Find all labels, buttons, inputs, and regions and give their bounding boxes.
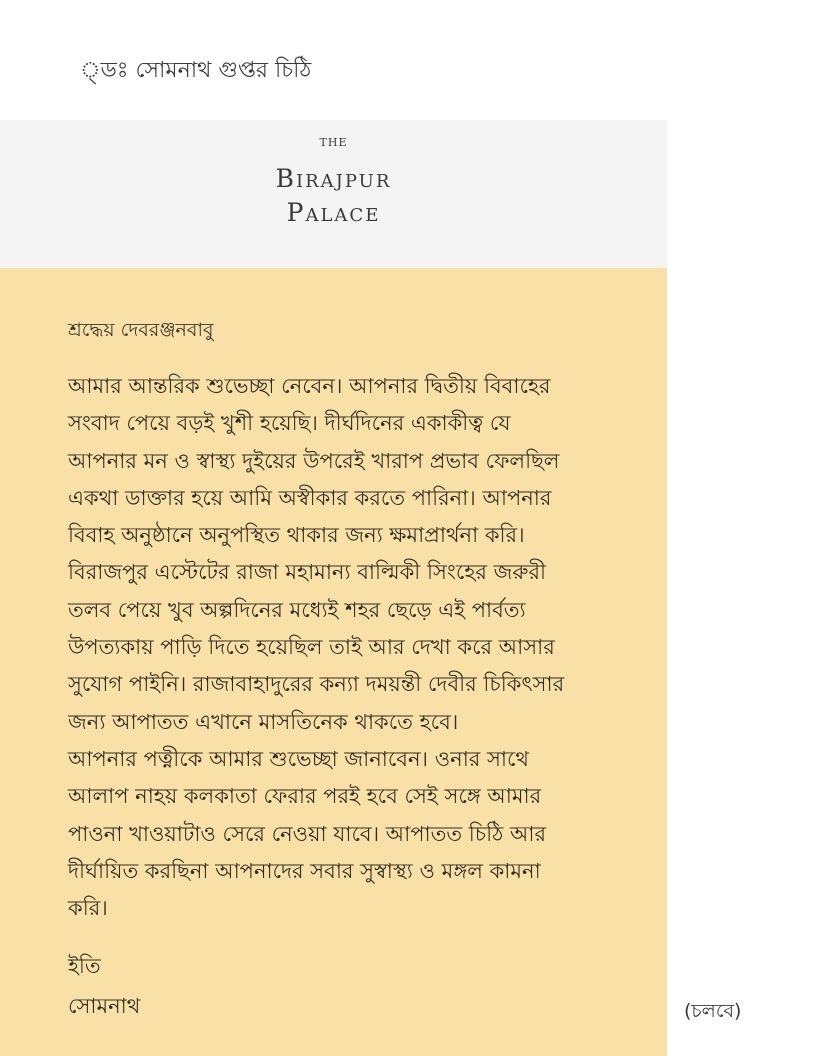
letter-line: আমার আন্তরিক শুভেচ্ছা নেবেন। আপনার দ্বিতীয় বিবাহের: [68, 374, 551, 398]
continued-note: (চলবে): [684, 1000, 742, 1022]
letter-body: [0, 268, 667, 1056]
letter-line: তলব পেয়ে খুব অল্পদিনের মধ্যেই শহর ছেড়ে এই পার্বত্য: [68, 597, 526, 622]
letter-closing: ইতি: [68, 954, 101, 978]
letter-line: বিরাজপুর এস্টেটের রাজা মহামান্য বাল্মিকী সিংহের জরুরী: [68, 560, 547, 585]
letter-signature: সোমনাথ: [68, 994, 141, 1018]
letterhead-name-line-1: Birajpur: [275, 164, 392, 193]
letter-line: আপনার পত্নীকে আমার শুভেচ্ছা জানাবেন। ওনার সাথে: [68, 746, 530, 771]
letterhead-small-text: THE: [319, 136, 348, 149]
letter-salutation: শ্রদ্ধেয় দেবরঞ্জনবাবু: [68, 319, 214, 341]
letter-line: করি।: [68, 896, 108, 921]
letter-line: উপত্যকায় পাড়ি দিতে হয়েছিল তাই আর দেখা করে আসার: [68, 635, 555, 660]
letter-line: একথা ডাক্তার হয়ে আমি অস্বীকার করতে পারিনা। আপনার: [68, 485, 552, 510]
letter-line: বিবাহ অনুষ্ঠানে অনুপস্থিত থাকার জন্য ক্ষমাপ্রার্থনা করি।: [68, 523, 525, 548]
letter-line: আলাপ নাহয় কলকাতা ফেরার পরই হবে সেই সঙ্গে আমার: [68, 784, 542, 809]
letter-line: জন্য আপাতত এখানে মাসতিনেক থাকতে হবে।: [68, 709, 459, 734]
letter-line: পাওনা খাওয়াটাও সেরে নেওয়া যাবে। আপাতত চিঠি আর: [68, 821, 547, 846]
letter-line: সংবাদ পেয়ে বড়ই খুশী হয়েছি। দীর্ঘদিনের একাকীত্ব যে: [68, 411, 511, 436]
letter-line: আপনার মন ও স্বাস্থ্য দুইয়ের উপরেই খারাপ প্রভাব ফেলছিল: [68, 448, 560, 473]
letterhead: [0, 120, 667, 268]
letterhead-name-line-2: Palace: [286, 198, 381, 227]
page-title: ্ডঃ সোমনাথ গুপ্তর চিঠি: [80, 58, 312, 83]
letter-line: সুযোগ পাইনি। রাজাবাহাদুরের কন্যা দময়ন্তী দেবীর চিকিৎসার: [68, 672, 565, 697]
letter-text: [68, 368, 648, 927]
letter-line: দীর্ঘায়িত করছিনা আপনাদের সবার সুস্বাস্থ্য ও মঙ্গল কামনা: [68, 858, 541, 883]
